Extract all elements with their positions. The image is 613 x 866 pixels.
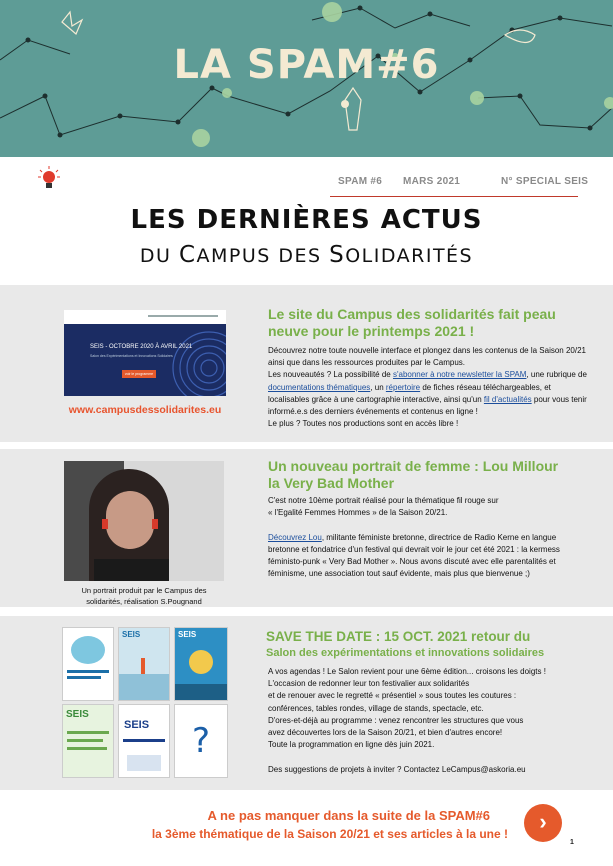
- news-feed-link[interactable]: fil d'actualités: [483, 394, 532, 404]
- footer-teaser-line1: A ne pas manquer dans la suite de la SPAM#6: [207, 808, 490, 823]
- article1-body: Découvrez notre toute nouvelle interface et plongez dans les contenus de la Saison 20/21 ainsi que dans les ressources produites par le Campus. Les nouveautés ? La possibilité de s'abonner à notre newsletter la SPAM, une rubrique de documentations thématiques, un répertoire de fiches réseau téléchargeables, et localisables grâce à une cartographie interactive, ainsi qu'un fil d'actualités pour vous tenir informé.e.s des derniers événements et contenus en ligne ! Le plus ? Toutes nos productions sont en accès libre !: [268, 346, 587, 429]
- footer-teaser-line2: la 3ème thématique de la Saison 20/21 et ses articles à la une !: [151, 827, 508, 841]
- screenshot-headline: SEIS - OCTOBRE 2020 À AVRIL 2021: [90, 344, 193, 350]
- heading-line1: LES DERNIÈRES ACTUS: [130, 205, 483, 235]
- question-mark-icon: ?: [191, 721, 211, 761]
- portrait-photo[interactable]: [64, 461, 224, 581]
- issue-date: MARS 2021: [403, 176, 461, 187]
- newsletter-title: LA SPAM#6: [173, 42, 440, 88]
- website-screenshot[interactable]: [64, 310, 226, 396]
- issue-number: SPAM #6: [338, 176, 383, 187]
- screenshot-subtitle: Salon des Expérimentations et Innovations Solidaires: [90, 354, 173, 358]
- contact-line: Des suggestions de projets à inviter ? Contactez LeCampus@askoria.eu: [268, 764, 526, 774]
- screenshot-cta-button: voir le programme: [122, 370, 156, 378]
- poster-1[interactable]: [62, 627, 114, 701]
- website-link[interactable]: www.campusdessolidarites.eu: [68, 404, 222, 416]
- page-number: 1: [570, 839, 574, 846]
- concentric-circles-graphic: [164, 328, 226, 396]
- article2-body: C'est notre 10ème portrait réalisé pour la thématique fil rouge sur « l'Egalité Femmes Hommes » de la Saison 20/21. Découvrez Lou, militante féministe bretonne, directrice de Radio Kerne en langue bretonne et fondatrice d'un festival qui devrait voir le jour cet été 2021 : la kermess féministo-punk « Very Bad Mother ». Nous avons discuté avec elle parentalités et féminisme, une association tout sauf évidente, mais plus que bienvenue ;): [268, 496, 560, 579]
- discover-lou-link[interactable]: Découvrez Lou: [268, 532, 322, 542]
- article3-title: SAVE THE DATE : 15 OCT. 2021 retour du Salon des expérimentations et innovations solidaires: [266, 629, 545, 659]
- directory-link[interactable]: répertoire: [385, 382, 421, 392]
- poster-5[interactable]: SEIS: [118, 704, 170, 778]
- header-banner: [0, 0, 613, 157]
- poster-3[interactable]: SEIS: [174, 627, 228, 701]
- documentation-link[interactable]: documentations thématiques: [268, 382, 371, 392]
- meta-divider: [330, 196, 578, 197]
- next-page-arrow-icon[interactable]: ›: [524, 804, 562, 842]
- article2-title: Un nouveau portrait de femme : Lou Millour la Very Bad Mother: [268, 458, 559, 491]
- newsletter-link[interactable]: s'abonner à notre newsletter la SPAM: [392, 370, 527, 380]
- poster-placeholder[interactable]: [174, 704, 228, 778]
- article3-body: A vos agendas ! Le Salon revient pour une 6ème édition... croisons les doigts ! L'occasion de redonner leur ton festivalier aux solidarités et de renouer avec le regretté « présentiel » sous toutes les coutures : conférences, tables rondes, village de stands, spectacle, etc. D'ores-et-déjà au programme : venez rencontrer les structures que vous avez découvertes lors de la Saison 20/21, et bien d'autres encore! Toute la programmation en ligne dès juin 2021. Des suggestions de projets à inviter ? Contactez LeCampus@askoria.eu: [268, 666, 598, 776]
- issue-special: N° SPECIAL SEIS: [501, 176, 589, 187]
- heading-line2: DU CAMPUS DES SOLIDARITÉS: [139, 242, 474, 268]
- poster-4[interactable]: SEIS: [62, 704, 114, 778]
- article1-title: Le site du Campus des solidarités fait peau neuve pour le printemps 2021 !: [268, 306, 556, 339]
- poster-2[interactable]: SEIS: [118, 627, 170, 701]
- portrait-caption: Un portrait produit par le Campus des solidarités, réalisation S.Pougnand: [81, 586, 207, 606]
- lightbulb-icon: [38, 166, 60, 190]
